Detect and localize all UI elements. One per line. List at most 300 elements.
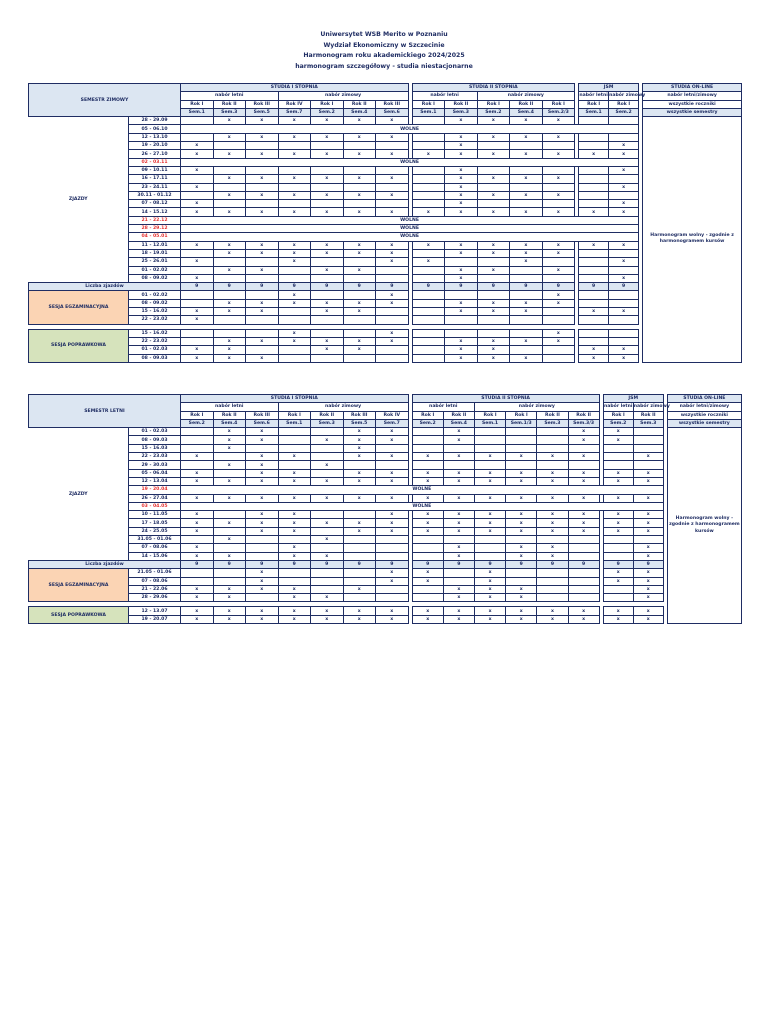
- schedule-mark: [579, 142, 609, 150]
- schedule-mark: [477, 200, 510, 208]
- schedule-mark: [246, 316, 279, 324]
- schedule-mark: x: [445, 150, 478, 158]
- schedule-mark: [181, 291, 214, 299]
- schedule-mark: x: [609, 183, 639, 191]
- schedule-mark: [510, 142, 543, 150]
- spacer: [663, 477, 667, 485]
- schedule-mark: x: [246, 241, 279, 249]
- schedule-mark: [181, 117, 214, 125]
- schedule-mark: x: [510, 258, 543, 266]
- schedule-mark: x: [278, 133, 311, 141]
- schedule-mark: x: [412, 607, 443, 615]
- schedule-mark: [506, 436, 537, 444]
- schedule-mark: x: [510, 175, 543, 183]
- schedule-mark: x: [343, 494, 376, 502]
- spacer: [639, 216, 643, 224]
- session-date: 17 - 18.05: [129, 519, 181, 527]
- schedule-mark: x: [311, 299, 344, 307]
- free-weekend: WOLNE: [181, 233, 639, 241]
- schedule-mark: x: [278, 585, 311, 593]
- schedule-mark: x: [181, 594, 214, 602]
- spacer: [639, 316, 643, 324]
- schedule-mark: x: [246, 175, 279, 183]
- schedule-mark: x: [474, 577, 505, 585]
- schedule-mark: [477, 183, 510, 191]
- schedule-mark: x: [510, 117, 543, 125]
- schedule-mark: [376, 585, 409, 593]
- schedule-mark: x: [477, 354, 510, 362]
- schedule-mark: x: [246, 266, 279, 274]
- retake-session-label: SESJA POPRAWKOWA: [29, 329, 129, 362]
- online-years: wszystkie roczniki: [643, 100, 742, 108]
- semester-header: Sem.2: [477, 108, 510, 116]
- schedule-mark: x: [213, 241, 246, 249]
- schedule-mark: x: [246, 299, 279, 307]
- schedule-mark: x: [376, 133, 409, 141]
- schedule-mark: [181, 569, 214, 577]
- schedule-mark: x: [213, 536, 246, 544]
- schedule-mark: [278, 142, 311, 150]
- group-studia-2: STUDIA II STOPNIA: [412, 395, 599, 403]
- year-header: Rok IV: [376, 411, 409, 419]
- schedule-mark: x: [343, 241, 376, 249]
- schedule-mark: [443, 569, 474, 577]
- schedule-mark: [537, 461, 568, 469]
- schedule-mark: x: [181, 585, 214, 593]
- schedule-mark: x: [537, 519, 568, 527]
- semester-header: Sem.1/3: [506, 419, 537, 427]
- recruitment-winter: nabór zimowy: [278, 403, 408, 411]
- schedule-mark: x: [445, 308, 478, 316]
- schedule-mark: x: [542, 241, 575, 249]
- schedule-mark: [537, 536, 568, 544]
- schedule-mark: x: [311, 133, 344, 141]
- session-count: 9: [213, 560, 246, 568]
- session-count: 9: [477, 283, 510, 291]
- schedule-mark: x: [568, 511, 599, 519]
- schedule-mark: x: [213, 117, 246, 125]
- schedule-mark: [412, 444, 443, 452]
- schedule-mark: x: [181, 274, 214, 282]
- group-jsm: JSM: [603, 395, 663, 403]
- schedule-mark: x: [537, 511, 568, 519]
- schedule-mark: x: [181, 258, 214, 266]
- recruitment-winter: nabór zimowy: [474, 403, 599, 411]
- schedule-mark: x: [376, 291, 409, 299]
- semester-header: Sem.7: [376, 419, 409, 427]
- schedule-mark: [568, 552, 599, 560]
- spacer: [663, 444, 667, 452]
- schedule-mark: x: [311, 436, 344, 444]
- schedule-mark: x: [412, 469, 443, 477]
- schedule-mark: x: [213, 299, 246, 307]
- winter-semester-table: [28, 83, 742, 363]
- schedule-mark: [181, 133, 214, 141]
- session-count: 9: [603, 560, 633, 568]
- schedule-mark: [510, 200, 543, 208]
- schedule-mark: x: [474, 477, 505, 485]
- recruitment-summer: nabór letni: [412, 92, 477, 100]
- schedule-mark: x: [181, 527, 214, 535]
- schedule-mark: x: [181, 552, 214, 560]
- schedule-mark: [376, 166, 409, 174]
- schedule-mark: x: [343, 444, 376, 452]
- schedule-mark: [343, 461, 376, 469]
- schedule-mark: [213, 577, 246, 585]
- semester-header: Sem.2: [609, 108, 639, 116]
- schedule-mark: x: [376, 615, 409, 623]
- exam-date: 08 - 09.02: [129, 299, 181, 307]
- online-recruitment: nabór letni/zimowy: [643, 92, 742, 100]
- schedule-mark: x: [568, 469, 599, 477]
- spacer: [639, 258, 643, 266]
- year-header: Rok I: [609, 100, 639, 108]
- free-weekend: WOLNE: [181, 502, 664, 510]
- schedule-mark: [376, 142, 409, 150]
- schedule-mark: [311, 569, 344, 577]
- schedule-mark: x: [537, 615, 568, 623]
- schedule-mark: [443, 444, 474, 452]
- schedule-mark: [181, 461, 214, 469]
- session-count-label: Liczba zjazdów: [29, 560, 181, 568]
- schedule-mark: x: [633, 577, 663, 585]
- schedule-mark: x: [181, 183, 214, 191]
- schedule-mark: [412, 346, 445, 354]
- year-header: Rok I: [603, 411, 633, 419]
- schedule-mark: x: [603, 519, 633, 527]
- session-date: 08 - 09.03: [129, 436, 181, 444]
- schedule-mark: x: [477, 308, 510, 316]
- spacer: [639, 283, 643, 291]
- schedule-mark: [278, 316, 311, 324]
- schedule-mark: x: [506, 527, 537, 535]
- session-count: 9: [376, 283, 409, 291]
- spacer: [639, 200, 643, 208]
- schedule-mark: [506, 461, 537, 469]
- schedule-mark: [412, 436, 443, 444]
- schedule-mark: [376, 354, 409, 362]
- schedule-mark: [579, 258, 609, 266]
- schedule-mark: x: [633, 453, 663, 461]
- schedule-mark: [311, 444, 344, 452]
- spacer: [639, 191, 643, 199]
- schedule-mark: x: [443, 477, 474, 485]
- schedule-mark: x: [181, 241, 214, 249]
- schedule-mark: x: [246, 577, 279, 585]
- schedule-mark: [311, 166, 344, 174]
- schedule-mark: [213, 469, 246, 477]
- schedule-mark: x: [278, 552, 311, 560]
- schedule-mark: x: [343, 249, 376, 257]
- schedule-mark: x: [510, 133, 543, 141]
- schedule-mark: x: [376, 117, 409, 125]
- year-header: Rok I: [477, 100, 510, 108]
- retake-date: 15 - 16.02: [129, 329, 181, 337]
- session-date: 12 - 13.04: [129, 477, 181, 485]
- schedule-mark: x: [343, 436, 376, 444]
- schedule-mark: x: [311, 594, 344, 602]
- schedule-mark: x: [510, 208, 543, 216]
- schedule-mark: [278, 428, 311, 436]
- schedule-mark: [542, 200, 575, 208]
- schedule-mark: x: [213, 428, 246, 436]
- schedule-mark: [213, 329, 246, 337]
- schedule-mark: x: [506, 552, 537, 560]
- schedule-mark: [510, 166, 543, 174]
- retake-date: 12 - 13.07: [129, 607, 181, 615]
- schedule-mark: [311, 585, 344, 593]
- schedule-mark: x: [181, 477, 214, 485]
- schedule-mark: x: [343, 337, 376, 345]
- schedule-mark: x: [246, 428, 279, 436]
- spacer: [663, 607, 667, 615]
- schedule-mark: x: [311, 241, 344, 249]
- schedule-mark: x: [445, 183, 478, 191]
- schedule-mark: [246, 291, 279, 299]
- schedule-mark: x: [510, 249, 543, 257]
- schedule-mark: x: [445, 249, 478, 257]
- schedule-mark: [443, 461, 474, 469]
- schedule-mark: [537, 428, 568, 436]
- schedule-mark: [633, 436, 663, 444]
- schedule-mark: x: [443, 469, 474, 477]
- schedule-mark: x: [376, 519, 409, 527]
- session-count: 9: [537, 560, 568, 568]
- session-count: 9: [579, 283, 609, 291]
- free-weekend: WOLNE: [181, 486, 664, 494]
- schedule-mark: x: [510, 299, 543, 307]
- schedule-mark: x: [568, 494, 599, 502]
- retake-date: 01 - 02.03: [129, 346, 181, 354]
- schedule-mark: [510, 316, 543, 324]
- schedule-mark: x: [246, 519, 279, 527]
- schedule-mark: [474, 428, 505, 436]
- schedule-mark: [537, 594, 568, 602]
- schedule-mark: [510, 329, 543, 337]
- schedule-mark: [633, 536, 663, 544]
- schedule-mark: [477, 166, 510, 174]
- group-online: STUDIA ON-LINE: [643, 84, 742, 92]
- schedule-mark: x: [477, 175, 510, 183]
- schedule-mark: [542, 316, 575, 324]
- schedule-mark: x: [474, 594, 505, 602]
- schedule-mark: x: [633, 544, 663, 552]
- schedule-mark: [579, 117, 609, 125]
- schedule-mark: [278, 461, 311, 469]
- schedule-mark: x: [376, 436, 409, 444]
- schedule-mark: [311, 316, 344, 324]
- schedule-mark: x: [445, 299, 478, 307]
- schedule-mark: [311, 258, 344, 266]
- schedule-mark: x: [213, 607, 246, 615]
- schedule-mark: x: [343, 299, 376, 307]
- university-name: Uniwersytet WSB Merito w Poznaniu: [320, 31, 448, 38]
- semester-header: Sem.4: [443, 419, 474, 427]
- schedule-mark: x: [246, 133, 279, 141]
- schedule-mark: x: [474, 453, 505, 461]
- schedule-mark: [181, 536, 214, 544]
- schedule-mark: [343, 544, 376, 552]
- schedule-mark: [278, 536, 311, 544]
- schedule-mark: x: [542, 299, 575, 307]
- session-date: 04 - 05.01: [129, 233, 181, 241]
- semester-header: Sem.1: [579, 108, 609, 116]
- schedule-mark: [510, 291, 543, 299]
- schedule-mark: x: [278, 477, 311, 485]
- schedule-subtitle: harmonogram szczegółowy - studia niestacjonarne: [295, 62, 473, 70]
- schedule-mark: x: [376, 329, 409, 337]
- spacer: [639, 329, 643, 337]
- schedule-mark: [633, 444, 663, 452]
- schedule-mark: x: [506, 511, 537, 519]
- semester-label: SEMESTR ZIMOWY: [29, 84, 181, 117]
- schedule-mark: x: [181, 494, 214, 502]
- spacer: [639, 225, 643, 233]
- schedule-mark: [542, 142, 575, 150]
- schedule-mark: [477, 316, 510, 324]
- spacer: [639, 125, 643, 133]
- schedule-mark: x: [213, 615, 246, 623]
- year-header: Rok III: [246, 411, 279, 419]
- schedule-mark: [506, 569, 537, 577]
- online-note: Harmonogram wolny - zgodnie z harmonogramem kursów: [667, 428, 741, 624]
- spacer: [639, 133, 643, 141]
- schedule-mark: x: [278, 191, 311, 199]
- session-date: 16 - 17.11: [129, 175, 181, 183]
- schedule-mark: [376, 316, 409, 324]
- schedule-mark: x: [537, 544, 568, 552]
- schedule-mark: x: [445, 274, 478, 282]
- schedule-mark: x: [542, 175, 575, 183]
- schedule-mark: x: [443, 607, 474, 615]
- spacer: [663, 536, 667, 544]
- schedule-mark: [445, 258, 478, 266]
- session-date: 08 - 09.02: [129, 274, 181, 282]
- recruitment-winter: nabór zimowy: [278, 92, 408, 100]
- schedule-mark: [603, 453, 633, 461]
- spacer: [663, 552, 667, 560]
- schedule-mark: [542, 354, 575, 362]
- schedule-mark: x: [376, 191, 409, 199]
- schedule-mark: x: [603, 511, 633, 519]
- schedule-mark: x: [278, 117, 311, 125]
- semester-header: Sem.5: [246, 108, 279, 116]
- schedule-mark: [181, 191, 214, 199]
- schedule-mark: [542, 274, 575, 282]
- session-date: 09 - 10.11: [129, 166, 181, 174]
- schedule-mark: x: [506, 585, 537, 593]
- schedule-mark: x: [246, 527, 279, 535]
- session-date: 01 - 02.03: [129, 428, 181, 436]
- session-count: 9: [213, 283, 246, 291]
- schedule-mark: [343, 354, 376, 362]
- schedule-mark: x: [443, 428, 474, 436]
- semester-label: SEMESTR LETNI: [29, 395, 181, 428]
- schedule-mark: x: [213, 436, 246, 444]
- year-header: Rok II: [213, 100, 246, 108]
- schedule-mark: x: [181, 150, 214, 158]
- schedule-mark: x: [477, 191, 510, 199]
- schedule-mark: [213, 544, 246, 552]
- schedule-mark: x: [246, 494, 279, 502]
- schedule-mark: [278, 200, 311, 208]
- schedule-mark: x: [311, 249, 344, 257]
- semester-header: Sem.4: [213, 419, 246, 427]
- schedule-mark: x: [311, 266, 344, 274]
- spacer: [639, 166, 643, 174]
- schedule-mark: x: [506, 469, 537, 477]
- spacer: [639, 183, 643, 191]
- session-count: 9: [246, 560, 279, 568]
- session-count: 9: [311, 283, 344, 291]
- schedule-mark: [445, 316, 478, 324]
- spacer: [639, 158, 643, 166]
- spacer: [663, 577, 667, 585]
- session-count: 9: [412, 283, 445, 291]
- schedule-mark: [477, 258, 510, 266]
- schedule-mark: x: [412, 453, 443, 461]
- session-count: 9: [510, 283, 543, 291]
- spacer: [639, 175, 643, 183]
- schedule-mark: x: [213, 519, 246, 527]
- schedule-mark: x: [278, 329, 311, 337]
- schedule-mark: x: [278, 519, 311, 527]
- schedule-mark: x: [376, 175, 409, 183]
- schedule-mark: x: [246, 569, 279, 577]
- session-date: 26 - 27.10: [129, 150, 181, 158]
- schedule-mark: x: [311, 552, 344, 560]
- spacer: [639, 308, 643, 316]
- schedule-mark: [376, 544, 409, 552]
- schedule-mark: x: [213, 150, 246, 158]
- schedule-mark: x: [542, 337, 575, 345]
- session-date: 25 - 26.01: [129, 258, 181, 266]
- schedule-mark: x: [343, 346, 376, 354]
- schedule-mark: [311, 469, 344, 477]
- year-header: Rok III: [246, 100, 279, 108]
- schedule-mark: x: [213, 461, 246, 469]
- schedule-mark: x: [412, 494, 443, 502]
- schedule-mark: [568, 577, 599, 585]
- schedule-mark: [311, 142, 344, 150]
- spacer: [639, 233, 643, 241]
- spacer: [663, 461, 667, 469]
- schedule-mark: [181, 436, 214, 444]
- schedule-mark: x: [445, 142, 478, 150]
- schedule-mark: [542, 166, 575, 174]
- schedule-mark: x: [474, 494, 505, 502]
- schedule-mark: x: [246, 249, 279, 257]
- session-date: 01 - 02.02: [129, 266, 181, 274]
- schedule-mark: [474, 544, 505, 552]
- schedule-mark: x: [603, 436, 633, 444]
- schedule-mark: x: [213, 337, 246, 345]
- schedule-mark: x: [506, 453, 537, 461]
- year-header: Rok I: [506, 411, 537, 419]
- schedule-mark: [343, 200, 376, 208]
- session-date: 30.11 - 01.12: [129, 191, 181, 199]
- schedule-mark: [506, 536, 537, 544]
- schedule-mark: x: [474, 469, 505, 477]
- free-weekend: WOLNE: [181, 216, 639, 224]
- schedule-mark: x: [213, 175, 246, 183]
- schedule-mark: [311, 329, 344, 337]
- schedule-mark: x: [477, 266, 510, 274]
- schedule-mark: x: [278, 594, 311, 602]
- session-count: 9: [311, 560, 344, 568]
- schedule-mark: [213, 291, 246, 299]
- schedule-mark: x: [213, 249, 246, 257]
